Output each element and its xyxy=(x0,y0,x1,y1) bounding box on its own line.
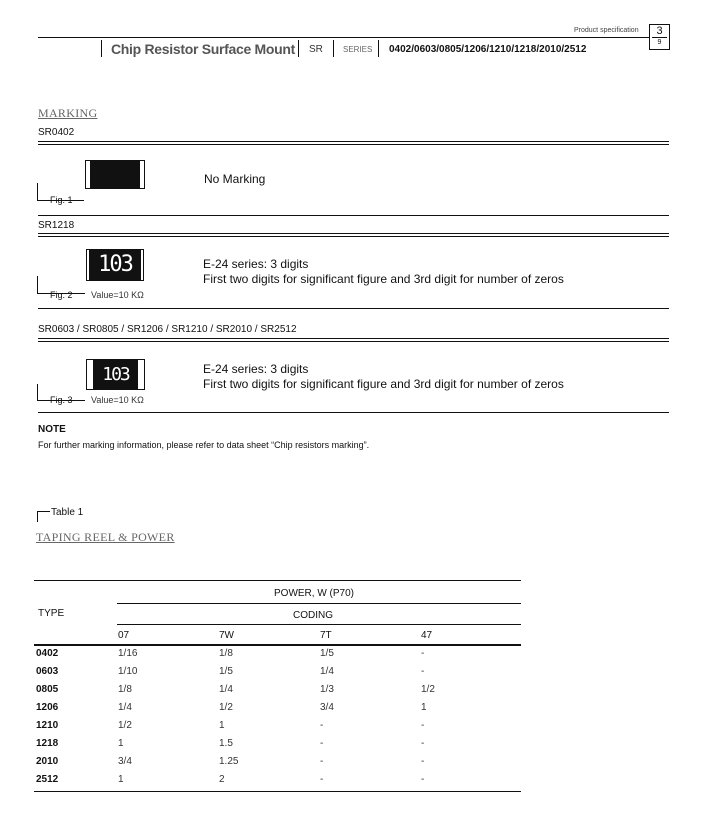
type-column-header: TYPE xyxy=(38,608,65,619)
fig-3-value: Value=10 KΩ xyxy=(91,395,144,405)
note-title: NOTE xyxy=(38,424,66,435)
table-cell: - xyxy=(421,756,425,767)
table-heading: TAPING REEL & POWER xyxy=(36,530,175,544)
table-cell: - xyxy=(421,648,425,659)
header-rule xyxy=(38,37,650,38)
chip-figure-2 xyxy=(86,249,144,281)
page-total: 9 xyxy=(657,39,662,46)
code-7t: 7T xyxy=(320,630,332,641)
table-cell: 1/10 xyxy=(118,666,138,677)
section-title-sr1218: SR1218 xyxy=(38,220,75,231)
marking-heading: MARKING xyxy=(38,106,98,120)
section-title-sr0402: SR0402 xyxy=(38,127,75,138)
table-row-type: 2512 xyxy=(36,774,59,785)
series-sizes: 0402/0603/0805/1206/1210/1218/2010/2512 xyxy=(389,44,587,55)
page-number-box xyxy=(649,24,670,50)
table-cell: 3/4 xyxy=(320,702,334,713)
chip-figure-1 xyxy=(85,160,145,189)
table-row-type: 0402 xyxy=(36,648,59,659)
table-cell: 1.5 xyxy=(219,738,233,749)
page-number: 3 xyxy=(656,25,663,37)
note-text: For further marking information, please refer to data sheet “Chip resistors marking”. xyxy=(38,440,370,450)
table-cell: 1/4 xyxy=(320,666,334,677)
fig-2-label: Fig. 2 xyxy=(50,290,73,300)
table-row-type: 1218 xyxy=(36,738,59,749)
table-row-type: 0603 xyxy=(36,666,59,677)
table-cell: 2 xyxy=(219,774,225,785)
table-cell: 1/8 xyxy=(118,684,132,695)
table-cell: 1/4 xyxy=(118,702,132,713)
table-cell: 1 xyxy=(118,774,124,785)
table-cell: 1/3 xyxy=(320,684,334,695)
table-cell: 1/16 xyxy=(118,648,138,659)
table-cell: - xyxy=(320,774,324,785)
table-cell: - xyxy=(421,738,425,749)
table-cell: 1/8 xyxy=(219,648,233,659)
document-title: Chip Resistor Surface Mount xyxy=(111,41,296,57)
chip-figure-3 xyxy=(86,359,145,390)
fig-3-label: Fig. 3 xyxy=(50,395,73,405)
power-header: POWER, W (P70) xyxy=(274,588,355,599)
fig-1-label: Fig. 1 xyxy=(50,195,73,205)
chip-code-2: 103 xyxy=(98,252,132,277)
table-cell: 1 xyxy=(219,720,225,731)
table-cell: 1/5 xyxy=(320,648,334,659)
code-7w: 7W xyxy=(219,630,234,641)
table-cell: 3/4 xyxy=(118,756,132,767)
chip-code-3: 103 xyxy=(102,364,129,385)
table-cell: 1 xyxy=(118,738,124,749)
table-row-type: 1206 xyxy=(36,702,59,713)
table-cell: - xyxy=(421,774,425,785)
table-cell: - xyxy=(320,738,324,749)
table-cell: 1/4 xyxy=(219,684,233,695)
fig-2-value: Value=10 KΩ xyxy=(91,290,144,300)
table-cell: 1/2 xyxy=(421,684,435,695)
table-cell: - xyxy=(320,756,324,767)
coding-header: CODING xyxy=(293,610,333,621)
table-cell: 1.25 xyxy=(219,756,239,767)
section-3-line-1: E-24 series: 3 digits xyxy=(203,362,309,376)
table-row-type: 0805 xyxy=(36,684,59,695)
code-07: 07 xyxy=(118,630,130,641)
table-cell: 1/2 xyxy=(118,720,132,731)
table-caption: Table 1 xyxy=(51,507,84,518)
table-cell: - xyxy=(320,720,324,731)
section-3-line-2: First two digits for significant figure and 3rd digit for number of zeros xyxy=(203,377,564,391)
table-cell: - xyxy=(421,720,425,731)
section-2-line-1: E-24 series: 3 digits xyxy=(203,257,309,271)
table-cell: 1/2 xyxy=(219,702,233,713)
product-specification-label: Product specification xyxy=(574,27,639,34)
table-cell: 1 xyxy=(421,702,427,713)
code-47: 47 xyxy=(421,630,433,641)
table-cell: 1/5 xyxy=(219,666,233,677)
series-label: SERIES xyxy=(343,45,373,54)
section-1-text: No Marking xyxy=(204,172,266,186)
table-row-type: 1210 xyxy=(36,720,59,731)
table-row-type: 2010 xyxy=(36,756,59,767)
section-2-line-2: First two digits for significant figure and 3rd digit for number of zeros xyxy=(203,272,564,286)
section-title-multi: SR0603 / SR0805 / SR1206 / SR1210 / SR2010 / SR2512 xyxy=(38,324,297,335)
table-cell: - xyxy=(421,666,425,677)
series-code: SR xyxy=(309,44,323,55)
